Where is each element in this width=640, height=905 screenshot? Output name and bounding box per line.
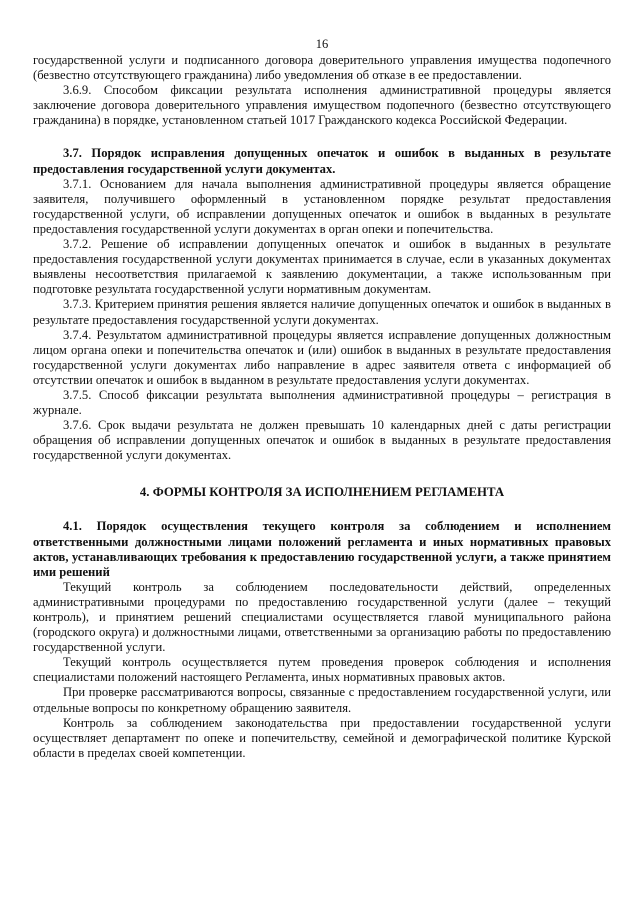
spacer bbox=[33, 463, 611, 484]
chapter-heading: 4. ФОРМЫ КОНТРОЛЯ ЗА ИСПОЛНЕНИЕМ РЕГЛАМЕНТА bbox=[139, 485, 505, 500]
paragraph: 3.7.3. Критерием принятия решения является наличие допущенных опечаток и ошибок в выданных в результате предоставления государственной услуги документах. bbox=[33, 297, 611, 327]
paragraph: государственной услуги и подписанного договора доверительного управления имущества подопечного (безвестно отсутствующего гражданина) либо уведомления об отказе в ее предоставлении. bbox=[33, 53, 611, 83]
section-heading: 3.7. Порядок исправления допущенных опечаток и ошибок в выданных в результате предоставления государственной услуги документах. bbox=[33, 146, 611, 176]
spacer bbox=[33, 128, 611, 146]
spacer bbox=[33, 500, 611, 519]
paragraph: 3.6.9. Способом фиксации результата исполнения административной процедуры является заключение договора доверительного управления имуществом подопечного (безвестно отсутствующего гражданина) в порядке, установленном статьей 1017 Гражданского кодекса Российской Федерации. bbox=[33, 83, 611, 128]
paragraph: Контроль за соблюдением законодательства при предоставлении государственной услуги осуществляет департамент по опеке и попечительству, семейной и демографической политике Курской области в пределах своей компетенции. bbox=[33, 715, 611, 760]
document-body bbox=[33, 53, 611, 761]
paragraph: Текущий контроль осуществляется путем проведения проверок соблюдения и исполнения специалистами положений настоящего Регламента, иных нормативных правовых актов. bbox=[33, 655, 611, 685]
section-heading: 4.1. Порядок осуществления текущего контроля за соблюдением и исполнением ответственными должностными лицами положений регламента и иных нормативных правовых актов, устанавливающих требования к предоставлению государственной услуги, а также принятием ими решений bbox=[33, 519, 611, 579]
paragraph: 3.7.2. Решение об исправлении допущенных опечаток и ошибок в выданных в результате предоставления государственной услуги документах принимается в случае, если в указанных документах выявлены несоответствия прилагаемой к заявлению документации, а также использованным при подготовке результата государственной услуги нормативным документам. bbox=[33, 237, 611, 297]
paragraph: 3.7.4. Результатом административной процедуры является исправление допущенных должностным лицом органа опеки и попечительства опечаток и (или) ошибок в выданных в результате предоставления государственной услуги документах либо направление в адрес заявителя ответа с информацией об отсутствии опечаток и ошибок в выданном в результате предоставления услуги документах. bbox=[33, 327, 611, 387]
paragraph: 3.7.5. Способ фиксации результата выполнения административной процедуры – регистрация в журнале. bbox=[33, 387, 611, 418]
paragraph: Текущий контроль за соблюдением последовательности действий, определенных административными процедурами по предоставлению государственной услуги (далее – текущий контроль), и принятием решений специалистами осуществляется главой муниципального района (городского округа) и должностными лицами, ответственными за организацию работы по предоставлению государственной услуги. bbox=[33, 579, 611, 655]
paragraph: При проверке рассматриваются вопросы, связанные с предоставлением государственной услуги, или отдельные вопросы по конкретному обращению заявителя. bbox=[33, 685, 611, 715]
page-number: 16 bbox=[315, 37, 329, 51]
paragraph: 3.7.6. Срок выдачи результата не должен превышать 10 календарных дней с даты регистрации обращения об исправлении допущенных опечаток и ошибок в выданных в результате предоставления государственной услуги документах. bbox=[33, 418, 611, 463]
paragraph: 3.7.1. Основанием для начала выполнения административной процедуры является обращение заявителя, получившего оформленный в установленном порядке результат предоставления государственной услуги, об исправлении допущенных опечаток и ошибок в выданных в результате предоставления государственной услуги документах в орган опеки и попечительства. bbox=[33, 176, 611, 236]
